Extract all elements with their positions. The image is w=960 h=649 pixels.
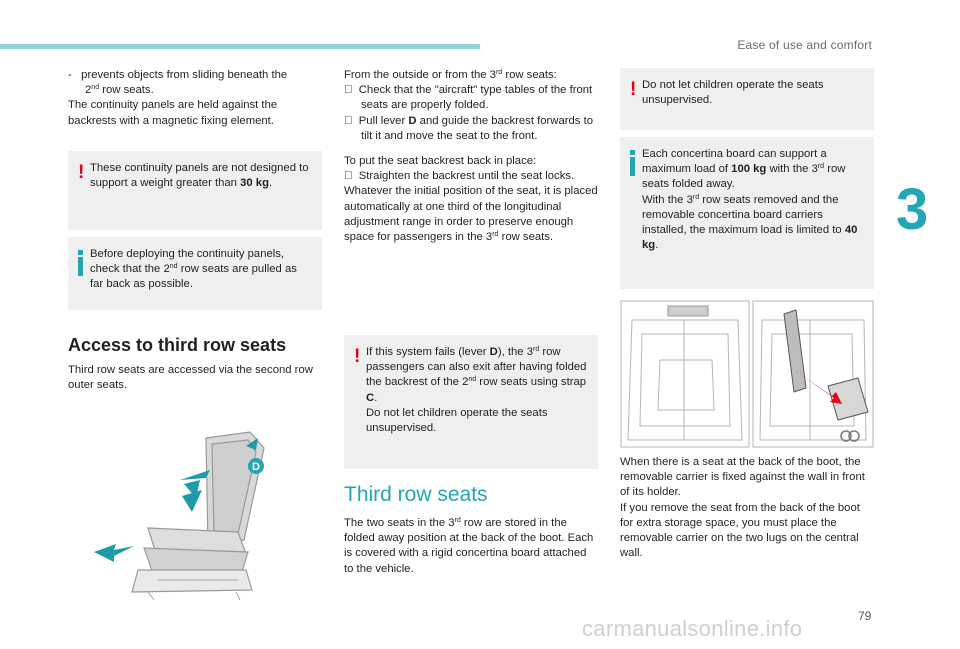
info-box-deploy: [68, 237, 322, 310]
text-span: .: [374, 391, 378, 404]
bold-text: 30 kg: [240, 177, 269, 190]
text-span: row seats.: [99, 84, 154, 97]
info-icon: [78, 250, 83, 276]
text-span: ), the 3: [497, 346, 534, 358]
text-span: row passengers can also exit after having folded the backrest of the 2: [366, 346, 587, 389]
superscript: rd: [817, 163, 825, 171]
whatever-position-text: [344, 184, 600, 245]
warning-icon: !: [78, 162, 85, 183]
page-number: 79: [858, 609, 872, 623]
heading-access-third-row: Access to third row seats: [68, 335, 287, 355]
text-span: .: [655, 239, 659, 252]
chapter-number: 3: [896, 177, 929, 242]
put-back-text: To put the seat backrest back in place:: [344, 155, 537, 168]
superscript: nd: [91, 84, 100, 92]
warning-icon: !: [354, 346, 361, 367]
warning-box-system-fail: [344, 335, 598, 469]
superscript: nd: [468, 376, 477, 384]
col2-instructions: [344, 68, 600, 245]
warning-box-children: [620, 68, 874, 130]
boot-carrier-illustration: [620, 300, 874, 450]
section-title: Ease of use and comfort: [737, 38, 872, 52]
step-straighten: Straighten the backrest until the seat locks.: [344, 170, 566, 183]
carrier-text-block: [620, 455, 876, 561]
superscript: rd: [454, 517, 461, 524]
bold-text: D: [489, 346, 498, 358]
info-icon: [630, 150, 635, 176]
carrier-fixed-text: When there is a seat at the back of the boot, the removable carrier is fixed against the wall in front of its holder.: [620, 456, 865, 499]
superscript: rd: [495, 69, 503, 76]
text-span: With the 3: [642, 193, 693, 206]
text-span: From the outside or from the 3: [344, 69, 496, 81]
warning-box-weight: [68, 151, 322, 230]
text-span: If this system fails (lever: [366, 346, 490, 358]
access-text: Third row seats are accessed via the second row outer seats.: [68, 364, 313, 392]
heading-third-row-seats: Third row seats: [344, 483, 488, 506]
figure-label-d: D: [252, 461, 260, 473]
from-outside-text: [344, 68, 600, 83]
text-span: Pull lever: [344, 114, 400, 127]
superscript: nd: [169, 263, 178, 271]
text-span: row seats are pulled as far back as possible.: [90, 263, 297, 291]
info-box-concertina: [620, 137, 874, 289]
bullet-prevent-cont: [68, 83, 320, 98]
text-span: row seats:: [502, 69, 557, 81]
step-pull-lever: [344, 114, 600, 144]
text-span: Whatever the initial position of the seat, it is placed automatically at one third of the longitudinal adjustment range in order to preserve enough space for passengers in the 3: [344, 185, 598, 244]
col1-intro: [68, 68, 320, 129]
bold-text: 100 kg: [731, 163, 767, 176]
stored-seats-text: [344, 516, 598, 577]
text-span: Before deploying the continuity panels, check that the 2: [90, 248, 285, 276]
bullet-prevent: - prevents objects from sliding beneath the: [68, 69, 288, 81]
bold-text: D: [399, 114, 409, 127]
continuity-held-text: The continuity panels are held against the backrests with a magnetic fixing element.: [68, 99, 278, 127]
bold-text: 40 kg: [642, 224, 858, 252]
step-check-tables: Check that the "aircraft" type tables of the front seats are properly folded.: [344, 84, 584, 112]
stored-text: [344, 516, 598, 577]
superscript: rd: [533, 346, 540, 353]
warning-weight-text: [90, 161, 312, 191]
warning-system-fail-text: [366, 345, 588, 406]
warning-children-text-2: Do not let children operate the seats unsupervised.: [642, 79, 824, 107]
warning-children-text: Do not let children operate the seats unsupervised.: [366, 406, 548, 435]
text-span: These continuity panels are not designed to support a weight greater than: [90, 162, 309, 190]
superscript: rd: [692, 193, 700, 201]
text-span: row seats using strap: [476, 376, 587, 389]
text-span: 2: [85, 84, 92, 97]
text-span: row seats.: [498, 231, 554, 244]
text-span: The two seats in the 3: [344, 517, 455, 529]
header-accent-bar: [0, 44, 480, 49]
info-concertina-text: [642, 147, 864, 193]
text-span: row seats folded away.: [642, 163, 846, 191]
text-span: and guide the backrest forwards to tilt it and move the seat to the front.: [361, 114, 599, 142]
warning-icon: !: [630, 79, 637, 100]
superscript: rd: [492, 231, 499, 239]
info-deploy-text: [90, 247, 312, 293]
text-span: with the 3: [766, 163, 818, 176]
seat-illustration: [88, 420, 288, 600]
info-removed-text: [642, 193, 864, 254]
watermark: carmanualsonline.info: [582, 616, 803, 641]
bold-text: C: [366, 391, 375, 404]
text-span: row seats removed and the removable concertina board carriers installed, the maximum load is limited to: [642, 193, 845, 237]
text-span: row are stored in the folded away position at the back of the boot. Each is covered with a rigid concertina board attached to the vehicle.: [344, 517, 594, 575]
text-span: .: [268, 177, 273, 190]
carrier-remove-text: If you remove the seat from the back of the boot for extra storage space, you must place the removable carrier on the two lugs on the central wall.: [620, 501, 860, 560]
text-span: Each concertina board can support a maximum load of: [642, 148, 827, 176]
